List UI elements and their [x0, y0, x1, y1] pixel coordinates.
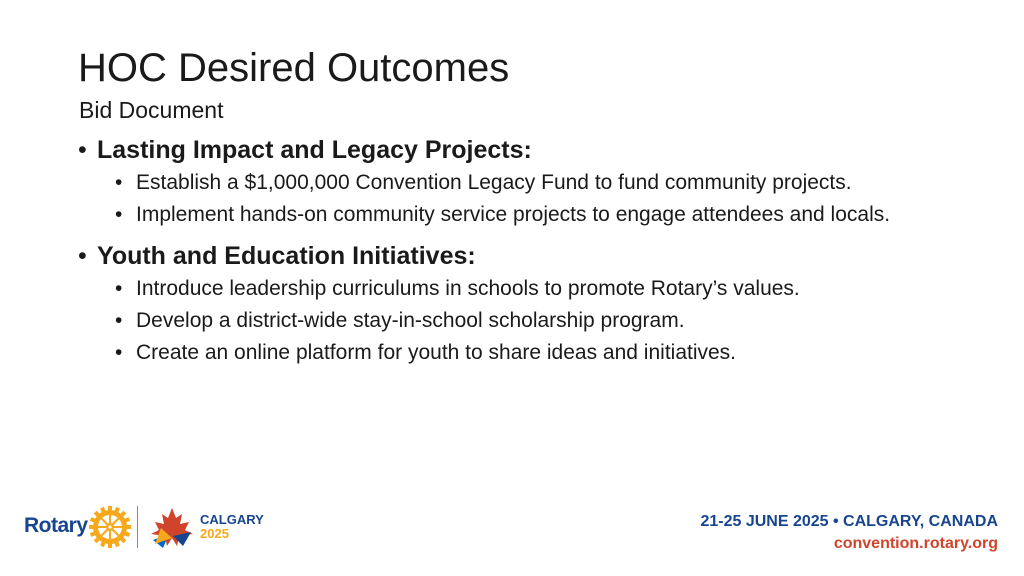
event-name: CALGARY — [200, 512, 264, 527]
maple-leaf-icon — [147, 508, 197, 548]
section-legacy-projects — [78, 133, 978, 229]
section-youth-education — [78, 239, 978, 367]
bullet-list — [78, 275, 978, 367]
bullet-list — [78, 169, 978, 229]
bullet-item: • Establish a $1,000,000 Convention Legacy Fund to fund community projects. — [136, 169, 936, 197]
rotary-wordmark: Rotary — [24, 514, 88, 537]
event-year: 2025 — [200, 526, 229, 541]
convention-url[interactable]: convention.rotary.org — [833, 535, 998, 552]
bullet-item: • Implement hands-on community service projects to engage attendees and locals. — [136, 201, 936, 229]
bullet-item: • Introduce leadership curriculums in schools to promote Rotary’s values. — [136, 275, 936, 303]
footer-logo — [24, 504, 274, 550]
rotary-wheel-icon — [89, 506, 131, 548]
slide-subtitle: Bid Document — [79, 97, 224, 123]
logo-divider — [137, 506, 138, 548]
section-heading: • Lasting Impact and Legacy Projects: — [78, 133, 978, 167]
footer-info — [700, 511, 998, 555]
slide-title: HOC Desired Outcomes — [78, 46, 510, 90]
bullet-item: • Develop a district-wide stay-in-school scholarship program. — [136, 307, 936, 335]
bullet-item: • Create an online platform for youth to share ideas and initiatives. — [136, 339, 936, 367]
event-dates: 21-25 JUNE 2025 • CALGARY, CANADA — [700, 513, 998, 530]
slide-content — [78, 133, 978, 377]
section-heading: • Youth and Education Initiatives: — [78, 239, 978, 273]
